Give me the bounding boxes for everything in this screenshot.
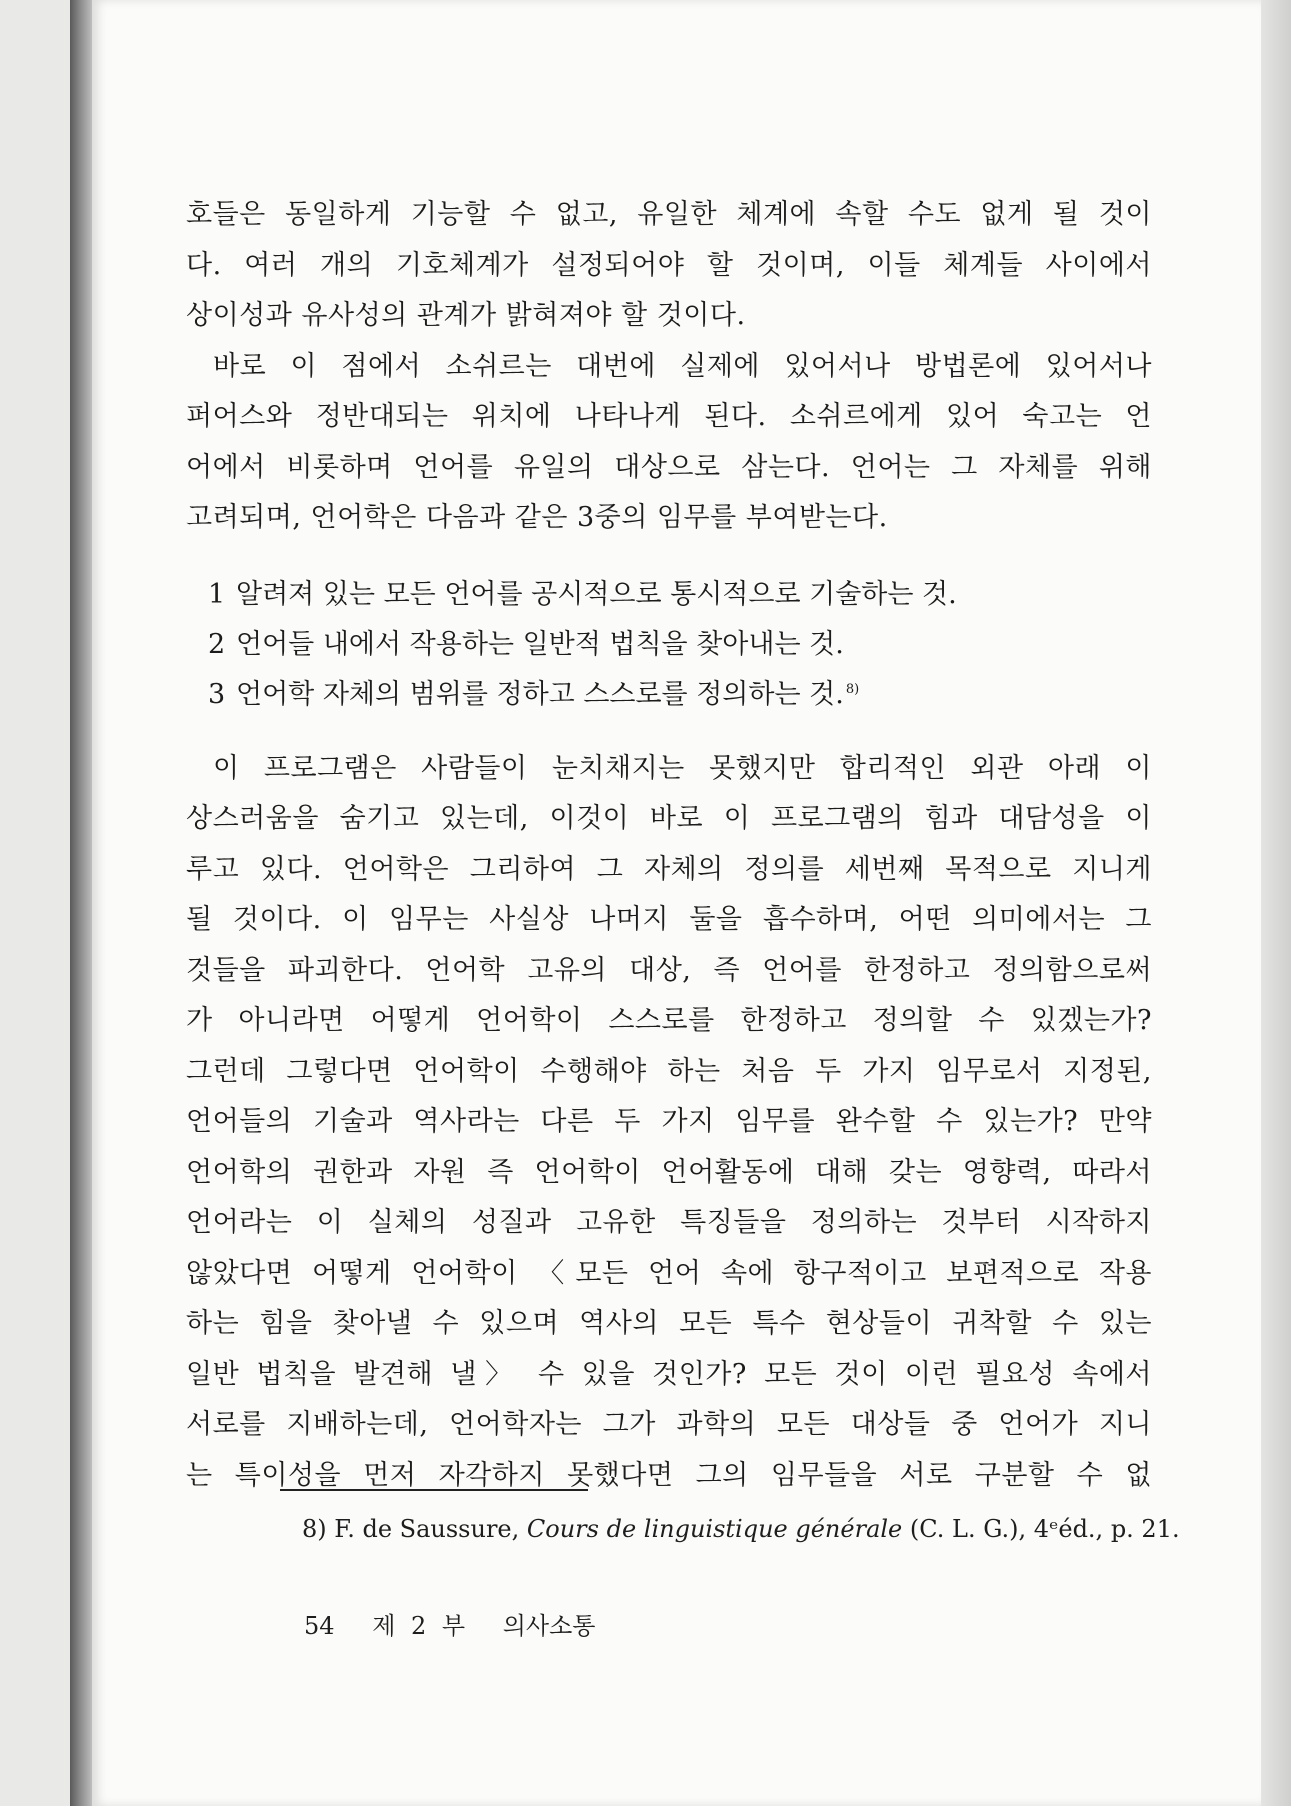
text-line: 상스러움을 숨기고 있는데, 이것이 바로 이 프로그램의 힘과 대담성을 이 — [186, 803, 1152, 834]
text-line: 바로 이 점에서 소쉬르는 대번에 실제에 있어서나 방법론에 있어서나 — [213, 350, 1152, 382]
text-line: 않았다면 어떻게 언어학이 〈모든 언어 속에 항구적이고 보편적으로 작용 — [186, 1257, 1152, 1289]
list-item: 3 언어학 자체의 범위를 정하고 스스로를 정의하는 것. $^{8)}$ — [208, 678, 860, 710]
text-line: 언어라는 이 실체의 성질과 고유한 특징들을 정의하는 것부터 시작하지 — [186, 1207, 1152, 1238]
page-number: 54 — [304, 1612, 335, 1640]
footnote — [302, 1515, 1180, 1543]
text-line: 퍼어스와 정반대되는 위치에 나타나게 된다. 소쉬르에게 있어 숙고는 언 — [186, 401, 1152, 432]
text-line: 그런데 그렇다면 언어학이 수행해야 하는 처음 두 가지 임무로서 지정된, — [186, 1055, 1152, 1087]
footnote-title: Cours de linguistique générale — [526, 1515, 903, 1543]
text-line: 이 프로그램은 사람들이 눈치채지는 못했지만 합리적인 외관 아래 이 — [213, 752, 1152, 784]
text-line: 루고 있다. 언어학은 그리하여 그 자체의 정의를 세번째 목적으로 지니게 — [186, 853, 1152, 885]
text-line: 것들을 파괴한다. 언어학 고유의 대상, 즉 언어를 한정하고 정의함으로써 — [186, 954, 1152, 986]
text-line: 호들은 동일하게 기능할 수 없고, 유일한 체계에 속할 수도 없게 될 것이 — [186, 199, 1152, 230]
paragraph-1 — [186, 190, 1152, 342]
text-line: 상이성과 유사성의 관계가 밝혀져야 할 것이다. — [186, 300, 746, 331]
text-line: 다. 여러 개의 기호체계가 설정되어야 할 것이며, 이들 체계들 사이에서 — [186, 249, 1152, 281]
part-label: 제 2 부 — [372, 1612, 466, 1640]
text-line: 고려되며, 언어학은 다음과 같은 3중의 임무를 부여받는다. — [186, 502, 888, 533]
footnote-details: (C. L. G.), 4ᵉéd., p. 21. — [909, 1515, 1180, 1543]
list-item: 2 언어들 내에서 작용하는 일반적 법칙을 찾아내는 것. — [208, 628, 844, 660]
task-list — [208, 570, 1152, 720]
footnote-author: F. de Saussure, — [334, 1515, 520, 1543]
footnote-divider — [280, 1489, 588, 1491]
text-line: 언어들의 기술과 역사라는 다른 두 가지 임무를 완수할 수 있는가? 만약 — [186, 1106, 1152, 1137]
text-line: 될 것이다. 이 임무는 사실상 나머지 둘을 흡수하며, 어떤 의미에서는 그 — [186, 904, 1152, 935]
text-line: 는 특이성을 먼저 자각하지 못했다면 그의 임무들을 서로 구분할 수 없 — [186, 1459, 1152, 1491]
page-footer — [304, 1606, 617, 1641]
body-text — [186, 190, 1152, 1501]
text-line: 하는 힘을 찾아낼 수 있으며 역사의 모든 특수 현상들이 귀착할 수 있는 — [186, 1308, 1152, 1339]
page-edge-shadow — [1261, 0, 1291, 1806]
footnote-reference[interactable]: 8) — [845, 681, 860, 697]
list-item: 1 알려져 있는 모든 언어를 공시적으로 통시적으로 기술하는 것. — [208, 578, 957, 610]
text-line: 가 아니라면 어떻게 언어학이 스스로를 한정하고 정의할 수 있겠는가? — [186, 1005, 1152, 1036]
text-line: 일반 법칙을 발견해 낼〉 수 있을 것인가? 모든 것이 이런 필요성 속에서 — [186, 1358, 1152, 1390]
chapter-title: 의사소통 — [502, 1612, 596, 1640]
paragraph-3 — [186, 744, 1152, 1502]
text-line: 언어학의 권한과 자원 즉 언어학이 언어활동에 대해 갖는 영향력, 따라서 — [186, 1156, 1152, 1188]
footnote-label: 8) — [302, 1515, 327, 1543]
text-line: 서로를 지배하는데, 언어학자는 그가 과학의 모든 대상들 중 언어가 지니 — [186, 1409, 1152, 1440]
paragraph-2 — [186, 342, 1152, 544]
text-line: 어에서 비롯하며 언어를 유일의 대상으로 삼는다. 언어는 그 자체를 위해 — [186, 451, 1152, 483]
